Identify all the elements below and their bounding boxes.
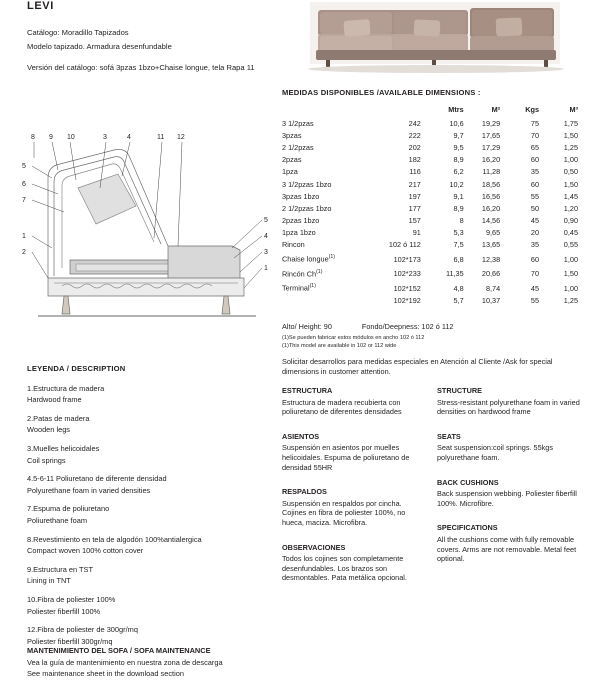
legend-item-label-es: 1.Estructura de madera (27, 383, 105, 393)
col-header-mtrs: Mtrs (448, 105, 464, 114)
table-row (282, 295, 582, 307)
table-cell-code: 157 (408, 215, 421, 225)
page-title: LEVI (27, 0, 54, 12)
callout-number-top: 4 (127, 134, 131, 141)
description-block-heading: SPECIFICATIONS (437, 523, 498, 533)
table-cell-m2: 16,20 (481, 155, 501, 165)
callout-number-top: 11 (157, 134, 165, 141)
table-row (282, 203, 582, 215)
table-cell-m2: 16,56 (481, 191, 501, 201)
table-cell-mtrs: 10,6 (449, 119, 464, 129)
table-cell-code: 102 ó 112 (388, 240, 421, 250)
table-cell-name: 1pza 1bzo (282, 227, 316, 237)
table-footnotes (282, 334, 424, 350)
legend-item-label-en: Poliurethane foam (27, 515, 87, 525)
sofa-section-diagram (18, 128, 276, 350)
legend-item (27, 534, 267, 557)
description-block-text: Seat suspension:coil springs. 55kgs polyurethane foam. (437, 443, 554, 462)
table-cell-mtrs: 5,7 (453, 295, 464, 305)
table-cell-mtrs: 5,3 (453, 227, 464, 237)
callout-number-left: 2 (22, 249, 26, 256)
callout-number-top: 3 (103, 134, 107, 141)
table-cell-m3: 0,55 (563, 240, 578, 250)
description-block-text: Suspensión en asientos por muelles helicoidales. Espuma de poliuretano de densidad 55HR (282, 443, 410, 472)
table-cell-kgs: 60 (530, 254, 540, 264)
catalog-info (27, 26, 267, 75)
table-cell-name: 3 1/2pzas 1bzo (282, 179, 332, 189)
table-cell-code: 197 (408, 191, 421, 201)
table-cell-code: 182 (408, 155, 421, 165)
table-cell-kgs: 65 (530, 143, 540, 153)
technical-drawing (18, 128, 276, 350)
table-cell-m2: 19,29 (481, 119, 501, 129)
table-cell-m2: 17,29 (481, 143, 501, 153)
table-cell-m2: 8,74 (485, 283, 501, 293)
table-cell-name: 2 1/2pzas 1bzo (282, 203, 332, 213)
description-block (437, 432, 582, 463)
col-header-code (366, 104, 424, 118)
table-cell-m3: 1,00 (563, 254, 578, 264)
table-row (282, 215, 582, 227)
table-cell-code: 91 (412, 227, 421, 237)
description-block-heading: BACK CUSHIONS (437, 477, 499, 487)
table-row (282, 227, 582, 239)
table-row (282, 266, 582, 281)
table-row (282, 130, 582, 142)
legend-item (27, 443, 267, 466)
callout-number-top: 8 (31, 134, 35, 141)
legend-item-label-es: 7.Espuma de poliuretano (27, 504, 110, 514)
legend-item-label-en: Coil springs (27, 455, 66, 465)
description-block (437, 386, 582, 417)
description-block-text: Estructura de madera recubierta con poliuretano de diferentes densidades (282, 397, 402, 417)
table-cell-mtrs: 8,9 (453, 203, 464, 213)
legend-item (27, 473, 267, 496)
description-block-text: Suspensión en respaldos por cincha. Cojines en fibra de poliester 100%, no hueca, maciza. Microfibra. (282, 498, 406, 527)
maintenance-text-en: See maintenance sheet in the download section (27, 669, 184, 679)
table-cell-name: Rincón Ch$^{(1)}$ (282, 268, 323, 279)
legend-item-label-es: 2.Patas de madera (27, 413, 90, 423)
legend-item-label-es: 4.5-6-11 Poliuretano de diferente densidad (27, 474, 167, 484)
callout-number-left: 7 (22, 197, 26, 204)
table-cell-mtrs: 6,8 (453, 254, 464, 264)
table-row (282, 179, 582, 191)
table-cell-kgs: 35 (530, 167, 540, 177)
table-cell-kgs: 70 (530, 131, 540, 141)
table-row (282, 166, 582, 178)
table-cell-mtrs: 9,1 (453, 191, 464, 201)
description-block-heading: STRUCTURE (437, 386, 482, 395)
col-header-kgs: Kgs (525, 105, 540, 114)
catalog-name: Catálogo: Moradillo Tapizados (27, 28, 129, 37)
col-header-name (282, 104, 366, 118)
callout-number-left: 5 (22, 163, 26, 170)
table-cell-m3: 1,20 (563, 203, 578, 213)
callout-number-top: 9 (49, 134, 53, 141)
table-row (282, 239, 582, 251)
table-cell-name: 2pzas 1bzo (282, 215, 320, 225)
footnote-marker: (1) (316, 268, 323, 275)
table-cell-kgs: 60 (530, 155, 540, 165)
legend-item (27, 413, 267, 436)
table-cell-m2: 14,56 (481, 215, 501, 225)
table-cell-code: 177 (408, 203, 421, 213)
table-cell-m2: 10,37 (481, 295, 501, 305)
table-cell-kgs: 45 (530, 215, 540, 225)
table-row (282, 191, 582, 203)
table-cell-m3: 1,50 (563, 131, 578, 141)
description-block (437, 478, 582, 509)
description-block (282, 487, 427, 527)
description-block (282, 432, 427, 472)
legend-item-label-es: 3.Muelles helicoidales (27, 443, 100, 453)
maintenance-heading: MANTENIMIENTO DEL SOFA / SOFA MAINTENANCE (27, 646, 211, 655)
table-cell-code: 102*233 (393, 269, 421, 279)
description-section (282, 386, 582, 598)
table-cell-code: 116 (409, 167, 421, 177)
callout-number-right: 4 (264, 233, 268, 240)
description-block-text: Todos los cojines son completamente desenfundables. Los brazos son desmontables. Pata metálica opcional. (282, 554, 407, 583)
table-cell-m3: 1,75 (563, 119, 578, 129)
table-cell-m2: 12,38 (481, 254, 501, 264)
table-row (282, 154, 582, 166)
table-cell-mtrs: 8 (459, 215, 464, 225)
table-cell-m2: 18,56 (481, 179, 501, 189)
description-column-es (282, 386, 427, 598)
table-row (282, 118, 582, 130)
table-cell-kgs: 20 (530, 227, 540, 237)
height-depth-line (282, 322, 453, 331)
legend-item-label-en: Wooden legs (27, 425, 71, 435)
description-block-heading: OBSERVACIONES (282, 542, 346, 552)
table-cell-mtrs: 11,35 (445, 269, 464, 279)
table-cell-code: 217 (408, 179, 421, 189)
description-block (282, 543, 427, 583)
callout-number-top: 10 (67, 134, 75, 141)
legend-heading: LEYENDA / DESCRIPTION (27, 364, 126, 373)
table-row (282, 251, 582, 266)
description-block-text: Stress-resistant polyurethane foam in varied densities on hardwood frame (437, 397, 580, 417)
callout-number-right: 5 (264, 217, 268, 224)
table-cell-kgs: 75 (530, 119, 540, 129)
legend-item-label-es: 10.Fibra de poliester 100% (27, 594, 116, 604)
description-block-heading: ESTRUCTURA (282, 386, 333, 395)
table-cell-kgs: 50 (530, 203, 540, 213)
legend-item (27, 624, 267, 647)
description-block-text: Back suspension webbing. Poliester fiberfill 100%. Microfibre. (437, 489, 577, 508)
footnote-marker: (1) (328, 254, 335, 261)
table-cell-name: Chaise longue$^{(1)}$ (282, 254, 335, 264)
table-cell-m3: 0,45 (563, 227, 578, 237)
description-column-en (437, 386, 582, 598)
legend-item-label-en: Compact woven 100% cotton cover (27, 546, 144, 556)
table-cell-code: 242 (408, 119, 421, 129)
maintenance-text-es: Vea la guía de mantenimiento en nuestra zona de descarga (27, 657, 223, 667)
description-block-heading: SEATS (437, 431, 461, 441)
footnote-marker: (1) (309, 283, 316, 290)
table-cell-kgs: 60 (530, 179, 540, 189)
callout-number-right: 1 (264, 265, 268, 272)
table-cell-m2: 16,20 (481, 203, 501, 213)
table-cell-m3: 1,50 (563, 269, 578, 279)
description-block (437, 523, 582, 563)
dimensions-heading: MEDIDAS DISPONIBLES /AVAILABLE DIMENSIONS : (282, 88, 481, 97)
table-cell-kgs: 35 (530, 240, 540, 250)
height-value: Alto/ Height: 90 (282, 322, 332, 331)
col-header-m2: M² (491, 105, 501, 114)
callout-number-top: 12 (177, 134, 185, 141)
table-row (282, 142, 582, 154)
table-cell-m2: 11,28 (482, 167, 501, 177)
table-cell-code: 202 (408, 143, 421, 153)
legend-item-label-en: Polyurethane foam in varied densities (27, 485, 151, 495)
dimensions-table (282, 104, 582, 307)
table-cell-mtrs: 7,5 (453, 240, 464, 250)
table-cell-mtrs: 8,9 (453, 155, 464, 165)
callout-number-left: 6 (22, 181, 26, 188)
table-cell-kgs: 45 (530, 283, 540, 293)
table-cell-m2: 13,65 (481, 240, 501, 250)
table-cell-m3: 1,00 (563, 155, 578, 165)
table-cell-mtrs: 6,2 (453, 167, 464, 177)
legend-item (27, 594, 267, 617)
legend-item-label-en: Poliester fiberfill 100% (27, 606, 101, 616)
footnote-en: (1)This model are available in 102 or 112 wide (282, 343, 397, 349)
table-cell-m2: 9,65 (485, 227, 501, 237)
table-cell-m3: 0,90 (563, 215, 578, 225)
product-photo (282, 0, 580, 80)
table-cell-code: 102*152 (393, 283, 421, 293)
callout-number-left: 1 (22, 233, 26, 240)
table-cell-kgs: 55 (530, 295, 540, 305)
table-cell-m3: 1,25 (563, 295, 578, 305)
sofa-photo-image (282, 0, 580, 80)
table-cell-kgs: 70 (530, 269, 540, 279)
legend-item (27, 564, 267, 587)
callout-number-right: 3 (264, 249, 268, 256)
maintenance-section (27, 645, 277, 680)
special-dimensions-note: Solicitar desarrollos para medidas especiales en Atención al Cliente /Ask for special dimensions in customer attention. (282, 357, 553, 376)
description-block-heading: RESPALDOS (282, 487, 327, 497)
depth-value: Fondo/Deepness: 102 ó 112 (361, 322, 454, 331)
table-cell-name: Rincon (282, 240, 305, 250)
legend-item-label-es: 8.Revestimiento en tela de algodón 100%antialergica (27, 534, 202, 544)
legend-item-label-es: 9.Estructura en TST (27, 564, 93, 574)
description-block (282, 386, 427, 417)
legend-item (27, 383, 267, 406)
table-cell-m3: 1,25 (563, 143, 578, 153)
col-header-m3: M³ (569, 105, 578, 114)
table-cell-mtrs: 10,2 (449, 179, 464, 189)
table-cell-code: 102*192 (393, 295, 421, 305)
table-cell-m3: 1,50 (563, 179, 578, 189)
table-cell-name: 3 1/2pzas (282, 119, 314, 129)
legend-item-label-en: Poliester fiberfill 300gr/mq (27, 636, 113, 646)
table-cell-mtrs: 9,7 (453, 131, 464, 141)
table-cell-name: 3pzas 1bzo (282, 191, 320, 201)
table-cell-name: 2pzas (282, 155, 302, 165)
table-cell-m3: 1,45 (563, 191, 578, 201)
description-block-text: All the cushions come with fully removable covers. Arms are not removable. Metal feet optional. (437, 534, 577, 564)
legend-item (27, 503, 267, 526)
table-cell-code: 102*173 (393, 254, 421, 264)
table-cell-m3: 1,00 (563, 283, 578, 293)
table-cell-m2: 20,66 (481, 269, 501, 279)
table-cell-mtrs: 4,8 (453, 283, 464, 293)
table-cell-m2: 17,65 (481, 131, 501, 141)
legend-section (27, 363, 267, 654)
table-cell-name: 3pzas (282, 131, 302, 141)
table-cell-mtrs: 9,5 (453, 143, 464, 153)
table-header-row (282, 104, 582, 118)
table-cell-name (282, 295, 366, 307)
catalog-version: Versión del catálogo: sofá 3pzas 1bzo+Chaise longue, tela Rapa 11 (27, 63, 255, 72)
table-cell-name: Terminal$^{(1)}$ (282, 283, 316, 293)
footnote-es: (1)Se pueden fabricar estos módulos en ancho 102 ó 112 (282, 335, 425, 341)
legend-item-label-en: Hardwood frame (27, 395, 82, 405)
table-cell-code: 222 (408, 131, 421, 141)
table-row (282, 280, 582, 295)
table-cell-name: 1pza (282, 167, 298, 177)
table-cell-m3: 0,50 (563, 167, 578, 177)
legend-item-label-en: Lining in TNT (27, 576, 71, 586)
table-cell-kgs: 55 (530, 191, 540, 201)
legend-item-label-es: 12.Fibra de poliester de 300gr/mq (27, 625, 138, 635)
table-cell-name: 2 1/2pzas (282, 143, 314, 153)
catalog-model: Modelo tapizado. Armadura desenfundable (27, 42, 172, 51)
description-block-heading: ASIENTOS (282, 431, 320, 441)
